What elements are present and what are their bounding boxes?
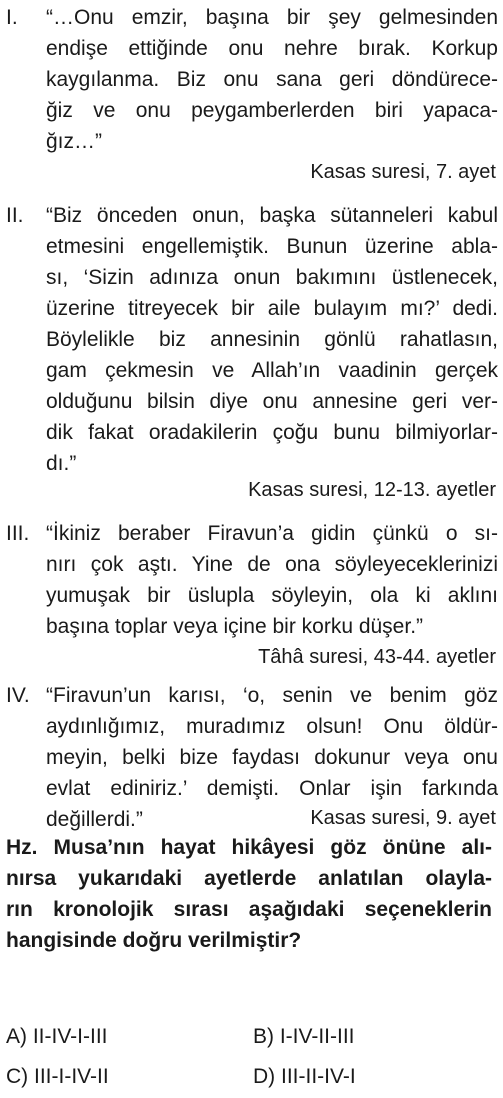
verse-line: üzerine titreyecek bir aile bulayım mı?’ dedi.: [46, 297, 498, 320]
option-c[interactable]: C) III-I-IV-II: [6, 1065, 109, 1088]
verse-item-4: [6, 680, 496, 830]
item-numeral: III.: [6, 522, 30, 545]
verse-line: dik fakat oradakilerin çoğu bunu bilmiyorlar-: [46, 421, 498, 444]
verse-citation: Tâhâ suresi, 43-44. ayetler: [258, 646, 496, 668]
verse-line: meyin, belki bize faydası dokunur veya onu: [46, 746, 498, 769]
option-b[interactable]: B) I-IV-II-III: [253, 1025, 355, 1048]
verse-line: “İkiniz beraber Firavun’a gidin çünkü o sı-: [46, 522, 498, 545]
verse-line: kaygılanma. Biz onu sana geri döndürece-: [46, 68, 498, 91]
question-line: hangisinde doğru verilmiştir?: [6, 929, 302, 952]
verse-line: olduğunu bilsin diye onu annesine geri ver-: [46, 390, 498, 413]
verse-item-3: [6, 518, 496, 678]
option-a[interactable]: A) II-IV-I-III: [6, 1025, 108, 1048]
verse-line: “…Onu emzir, başına bir şey gelmesinden: [46, 6, 498, 29]
verse-line: başına toplar veya içine bir korku düşer.”: [46, 615, 424, 638]
item-numeral: I.: [6, 6, 18, 29]
question-line: nırsa yukarıdaki ayetlerde anlatılan olayla-: [6, 867, 492, 890]
verse-line: gam çekmesin ve Allah’ın vaadinin gerçek: [46, 359, 498, 382]
verse-item-2: [6, 200, 496, 510]
verse-line: evlat ediniriz.’ demişti. Onlar işin farkında: [46, 777, 498, 800]
verse-line: değillerdi.”: [46, 808, 143, 831]
verse-citation: Kasas suresi, 12-13. ayetler: [248, 479, 496, 501]
verse-line: sı, ‘Sizin adınıza onun bakımını üstlenecek,: [46, 266, 498, 289]
item-numeral: IV.: [6, 684, 30, 707]
question-stem: [6, 832, 492, 956]
verse-line: nırı çok aştı. Yine de ona söyleyeceklerinizi: [46, 553, 498, 576]
verse-citation: Kasas suresi, 9. ayet: [310, 807, 496, 829]
verse-text: [46, 518, 498, 642]
verse-text: [46, 2, 498, 157]
verse-citation: Kasas suresi, 7. ayet: [310, 161, 496, 183]
verse-line: “Firavun’un karısı, ‘o, senin ve benim göz: [46, 684, 498, 707]
option-d[interactable]: D) III-II-IV-I: [253, 1065, 356, 1088]
verse-line: aydınlığımız, muradımız olsun! Onu öldür-: [46, 715, 498, 738]
verse-line: yumuşak bir üslupla söyleyin, ola ki aklını: [46, 584, 498, 607]
question-line: rın kronolojik sırası aşağıdaki seçeneklerin: [6, 898, 492, 921]
verse-item-1: [6, 2, 496, 192]
verse-line: dı.”: [46, 452, 77, 475]
verse-line: “Biz önceden onun, başka sütanneleri kabul: [46, 204, 498, 227]
verse-line: etmesini engellemiştik. Bunun üzerine abla-: [46, 235, 498, 258]
question-line: Hz. Musa’nın hayat hikâyesi göz önüne alı-: [6, 836, 492, 859]
verse-line: ğiz ve onu peygamberlerden biri yapaca-: [46, 99, 498, 122]
verse-line: ğız…”: [46, 130, 103, 153]
verse-text: [46, 200, 498, 479]
verse-line: Böylelikle biz annesinin gönlü rahatlasın,: [46, 328, 498, 351]
verse-line: endişe ettiğinde onu nehre bırak. Korkup: [46, 37, 498, 60]
item-numeral: II.: [6, 204, 24, 227]
